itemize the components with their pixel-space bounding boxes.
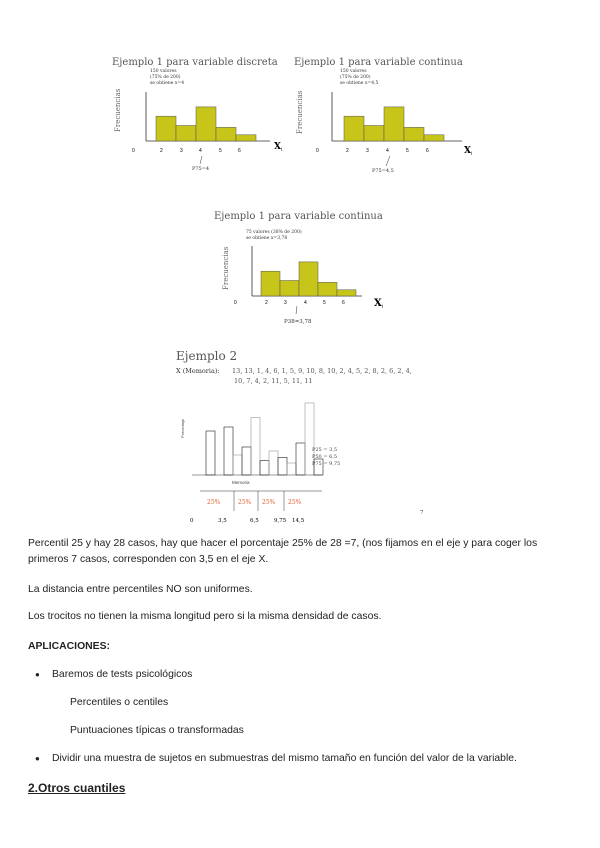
histogram-bar — [384, 107, 404, 141]
x-axis-label: X — [274, 142, 281, 152]
axis-value-2: 6,5 — [250, 518, 259, 524]
quarter-3: 25% — [262, 499, 276, 506]
bullet-baremos-label: Baremos de tests psicológicos — [52, 669, 193, 680]
axis-value-3: 9,75 — [274, 518, 287, 524]
ex2-bar — [269, 451, 278, 475]
paragraph-density: Los trocitos no tienen la misma longitud pero si la misma densidad de casos. — [28, 611, 382, 622]
ex2-bar — [233, 455, 242, 475]
ex2-bar — [287, 463, 296, 475]
tick-5: 5 — [323, 300, 326, 306]
stat-p25: P25 = 3,5 — [312, 447, 338, 453]
note-line-2: se obtiene x=3,78 — [246, 236, 288, 241]
histogram-bar — [299, 262, 318, 296]
x-axis-label: Memoria — [232, 480, 250, 485]
x-axis-sub: i — [382, 304, 384, 310]
sub-item-puntuaciones: Puntuaciones típicas o transformadas — [70, 725, 244, 736]
note-line-2: (75% de 200) — [340, 75, 371, 80]
values-line-1: 13, 13, 1, 4, 6, 1, 5, 9, 10, 8, 10, 2, 4, 5, 2, 8, 2, 6, 2, 4, — [232, 367, 412, 375]
page-mark: 7 — [420, 510, 424, 516]
figure-title: Ejemplo 1 para variable discreta — [112, 57, 278, 68]
histogram-bar — [364, 126, 384, 142]
tick-0: 0 — [234, 300, 237, 306]
tick-6: 6 — [238, 148, 241, 154]
paragraph-non-uniform: La distancia entre percentiles NO son uniformes. — [28, 584, 253, 595]
note-line-3: se obtiene x=4,5 — [340, 81, 379, 86]
tick-3: 3 — [284, 300, 287, 306]
percentile-arrow — [386, 156, 390, 166]
figure-ex1-discrete — [110, 52, 290, 182]
tick-4: 4 — [304, 300, 307, 306]
ex2-bar — [224, 427, 233, 475]
tick-3: 3 — [366, 148, 369, 154]
bar-group — [261, 262, 356, 296]
stat-p50: P50 = 6,5 — [312, 454, 338, 460]
histogram-bar — [261, 271, 280, 296]
tick-6: 6 — [342, 300, 345, 306]
figure-ex1-continuous-b — [212, 206, 402, 336]
note-line-1: 150 valores — [150, 69, 177, 74]
section-heading-otros-cuantiles: 2.Otros cuantiles — [28, 781, 126, 795]
ex2-bar — [242, 447, 251, 475]
histogram-bar — [344, 116, 364, 141]
figure-title: Ejemplo 1 para variable continua — [214, 211, 383, 222]
tick-5: 5 — [406, 148, 409, 154]
y-axis-label: Frecuencias — [222, 246, 230, 290]
tick-0: 0 — [316, 148, 319, 154]
percentile-arrow — [296, 306, 297, 314]
y-axis-label: Frecuencias — [296, 90, 304, 134]
percentile-arrow — [200, 156, 202, 164]
ex2-bar — [251, 417, 260, 475]
tick-4: 4 — [386, 148, 389, 154]
tick-2: 2 — [346, 148, 349, 154]
histogram-bar — [176, 126, 196, 142]
note-line-1: 75 valores (38% de 200) — [246, 230, 302, 235]
chart-ex2 — [172, 346, 442, 526]
x-axis-label: X — [374, 298, 382, 309]
note-line-3: se obtiene x=4 — [150, 81, 185, 86]
ex2-bar — [260, 461, 269, 475]
note-line-1: 150 valores — [340, 69, 367, 74]
ex2-bar — [206, 431, 215, 475]
axis-value-0: 0 — [190, 518, 194, 524]
bullet-baremos — [40, 669, 192, 680]
bar-group — [156, 107, 256, 141]
ex2-bar — [278, 457, 287, 475]
histogram-bar — [318, 282, 337, 296]
figure-title: Ejemplo 2 — [176, 349, 238, 363]
tick-5: 5 — [219, 148, 222, 154]
sub-item-percentiles: Percentiles o centiles — [70, 697, 169, 708]
x-axis-label: X — [464, 146, 471, 156]
histogram-bar — [337, 290, 356, 296]
paragraph-percentile-explanation: Percentil 25 y hay 28 casos, hay que hacer el porcentaje 25% de 28 =7, (nos fijamos en el eje y para coger los primeros 7 casos, corresponden con 3,5 en el eje X. — [28, 538, 538, 565]
percentile-label: P38=3,78 — [284, 319, 312, 325]
tick-2: 2 — [265, 300, 268, 306]
histogram-bar — [156, 116, 176, 141]
histogram-bar — [216, 127, 236, 141]
bar-group — [344, 107, 444, 141]
percentile-label: P75=4,5 — [372, 168, 394, 174]
tick-0: 0 — [132, 148, 135, 154]
tick-3: 3 — [180, 148, 183, 154]
histogram-bar — [236, 135, 256, 141]
quarter-4: 25% — [288, 499, 302, 506]
figure-ex1-continuous-a — [292, 52, 482, 182]
bar-group — [206, 403, 323, 475]
values-line-2: 10, 7, 4, 2, 11, 5, 11, 11 — [234, 377, 313, 385]
x-axis-sub: i — [471, 151, 473, 157]
y-axis-label: Porcentaje — [180, 418, 185, 438]
histogram-ex1-discrete — [110, 52, 290, 182]
figure-ex2 — [172, 346, 442, 526]
series-label: X (Memoria): — [176, 367, 220, 375]
figure-title: Ejemplo 1 para variable continua — [294, 57, 463, 68]
tick-4: 4 — [199, 148, 202, 154]
applications-heading: APLICACIONES: — [28, 641, 110, 652]
quarter-1: 25% — [207, 499, 221, 506]
y-axis-label: Frecuencias — [114, 88, 122, 132]
axis-value-4: 14,5 — [292, 518, 305, 524]
histogram-ex1-continuous-a — [292, 52, 482, 182]
percentile-label: P75=4 — [192, 166, 210, 172]
bullet-dividir-label: Dividir una muestra de sujetos en submuestras del mismo tamaño en función del valor de la variable. — [52, 753, 517, 764]
stat-p75: P75 = 9,75 — [312, 461, 341, 467]
tick-6: 6 — [426, 148, 429, 154]
quarter-2: 25% — [238, 499, 252, 506]
histogram-bar — [196, 107, 216, 141]
axis-value-1: 3,5 — [218, 518, 227, 524]
histogram-bar — [424, 135, 444, 141]
tick-2: 2 — [160, 148, 163, 154]
note-line-2: (75% de 200) — [150, 75, 181, 80]
ex2-bar — [296, 443, 305, 475]
histogram-ex1-continuous-b — [212, 206, 402, 336]
histogram-bar — [280, 281, 299, 297]
histogram-bar — [404, 127, 424, 141]
x-axis-sub: i — [281, 147, 283, 153]
bullet-dividir — [40, 753, 517, 764]
